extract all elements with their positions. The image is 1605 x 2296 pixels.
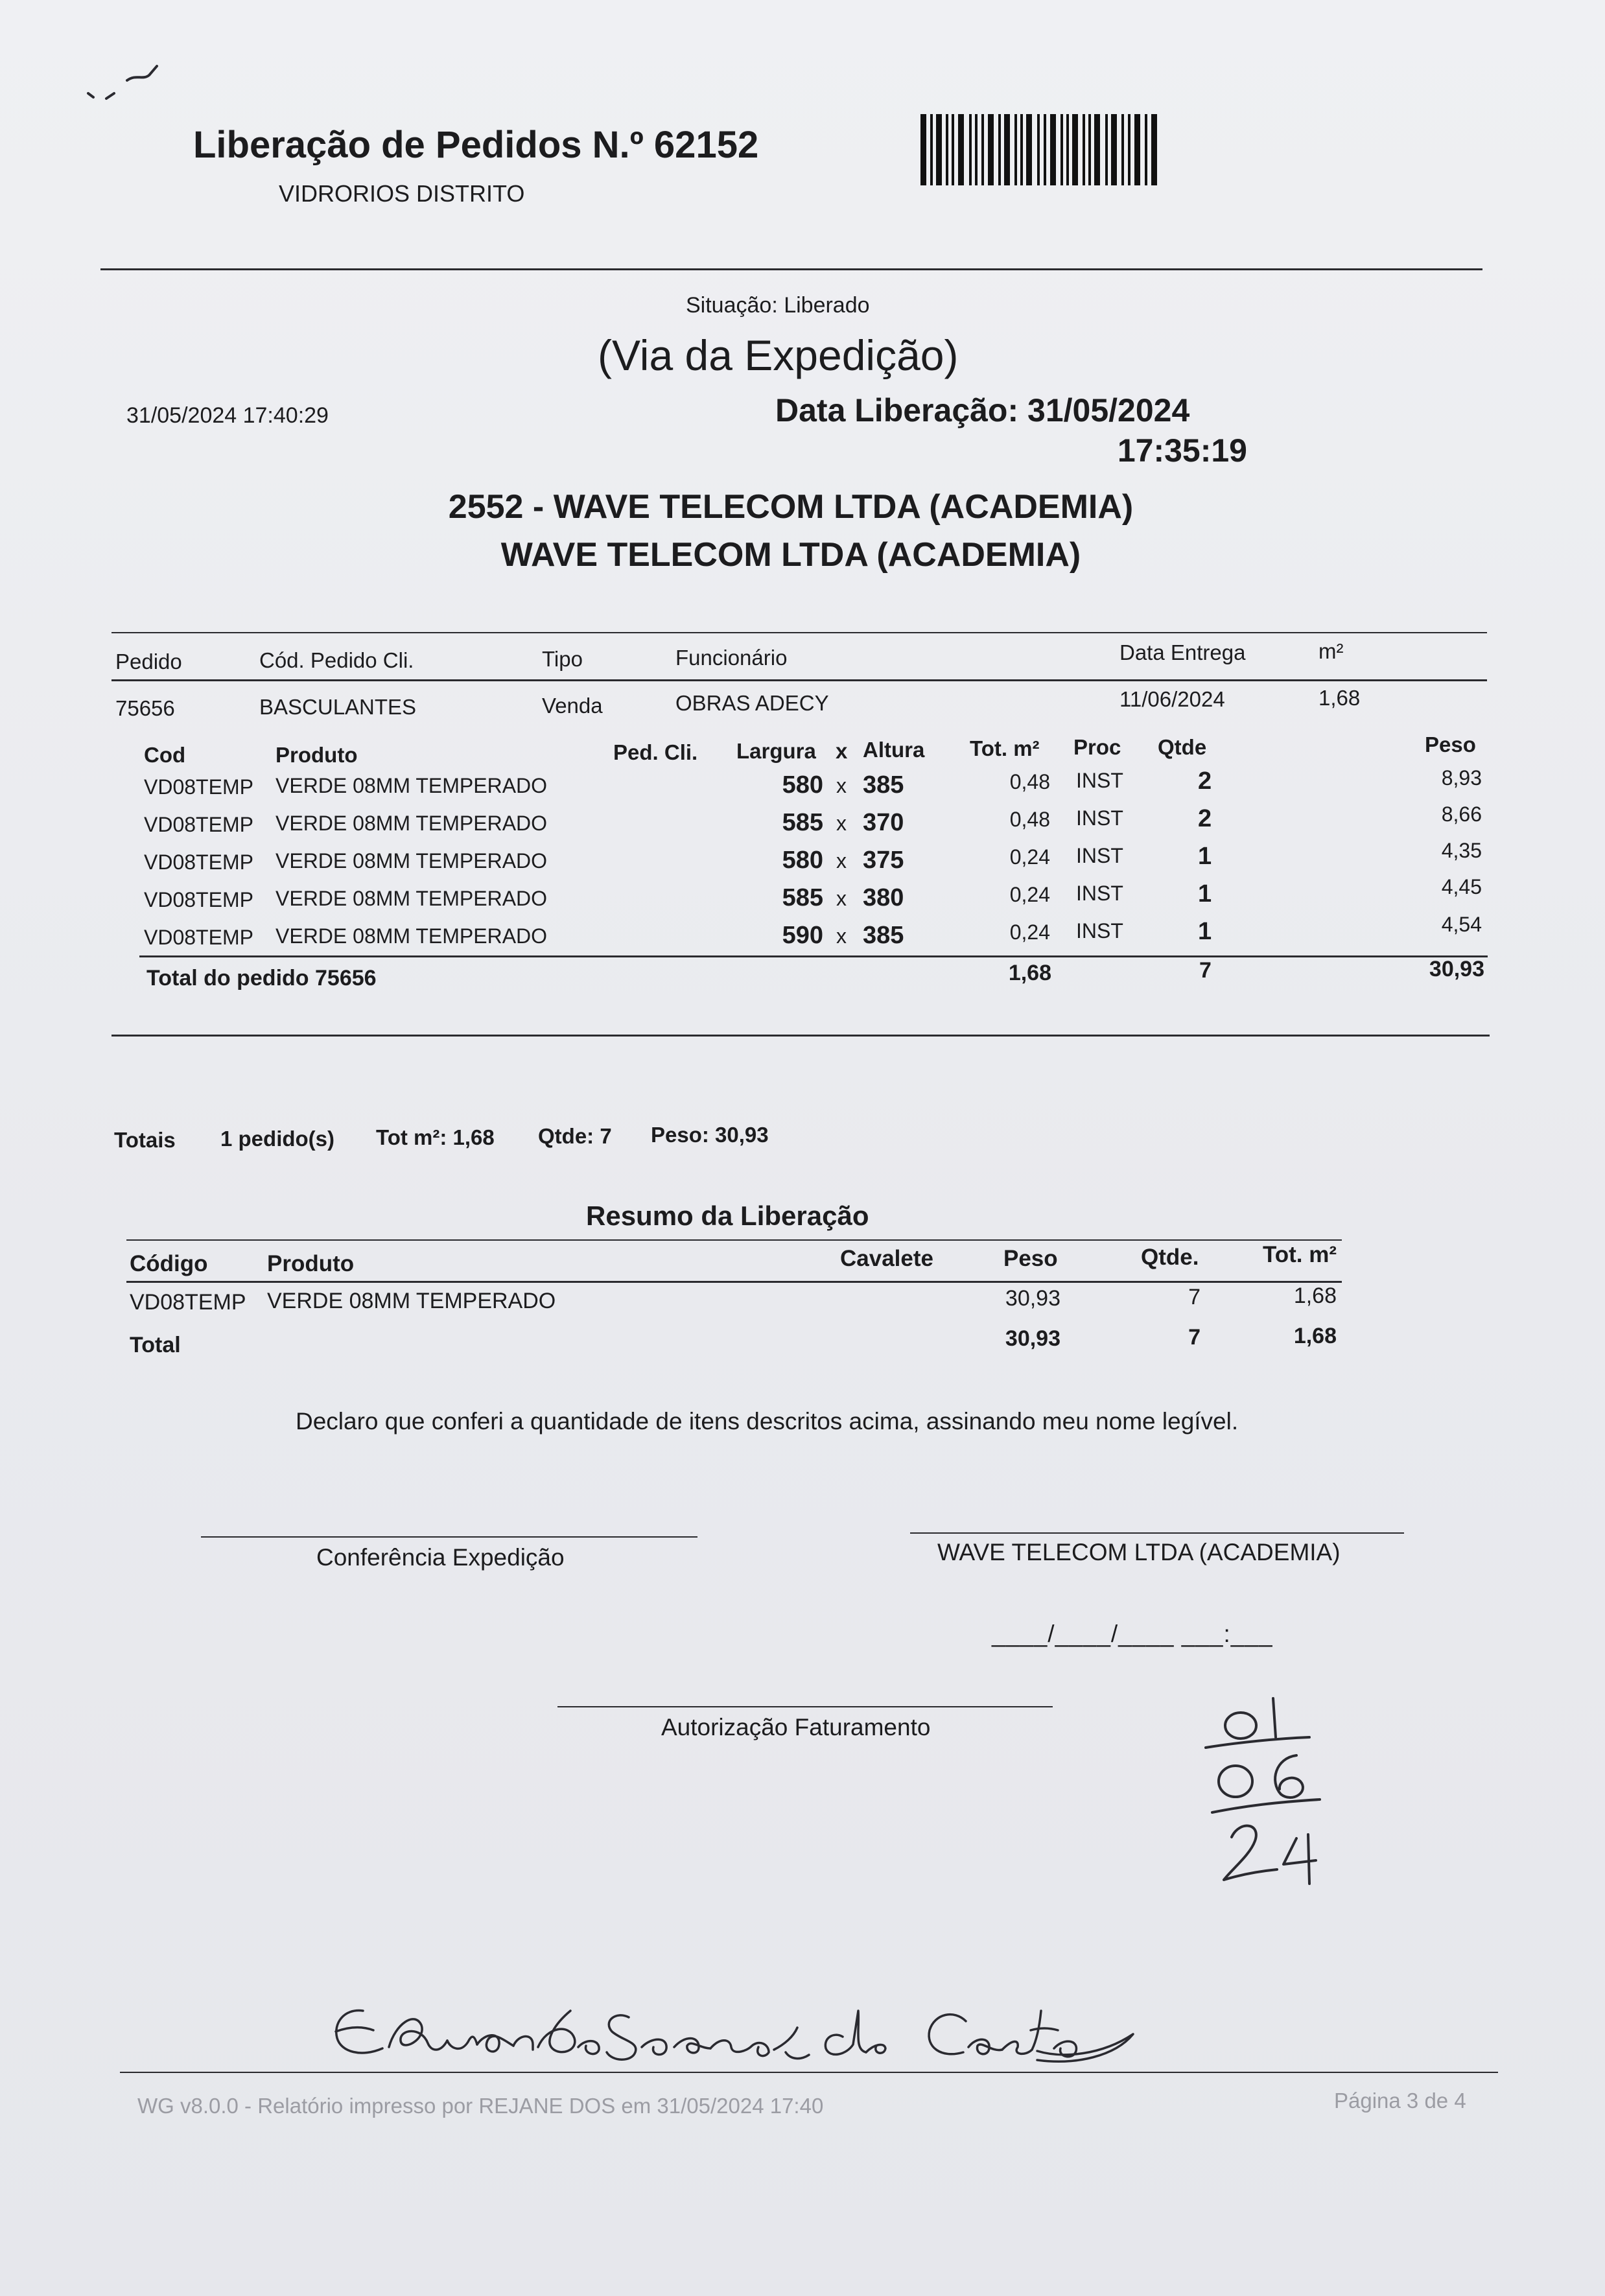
- item-peso: 8,93: [1441, 766, 1482, 790]
- order-m2: 1,68: [1318, 686, 1361, 710]
- order-funcionario: OBRAS ADECY: [675, 691, 829, 715]
- item-proc: INST: [1076, 769, 1123, 792]
- item-largura: 580: [782, 771, 823, 799]
- totais-pedidos: 1 pedido(s): [220, 1127, 335, 1151]
- data-liberacao: Data Liberação: 31/05/2024: [775, 392, 1190, 428]
- item-cod: VD08TEMP: [144, 888, 253, 911]
- item-altura: 375: [863, 847, 904, 874]
- item-produto: VERDE 08MM TEMPERADO: [275, 774, 548, 797]
- totais-qtde: Qtde: 7: [538, 1124, 612, 1148]
- resumo-col-cavalete: Cavalete: [840, 1246, 933, 1271]
- totais-label: Totais: [114, 1128, 176, 1152]
- company-name: VIDRORIOS DISTRITO: [279, 180, 525, 207]
- order-header-bottom-line: [111, 679, 1487, 681]
- resumo-top-line: [126, 1239, 1342, 1241]
- resumo-total-label: Total: [130, 1333, 181, 1357]
- item-cod: VD08TEMP: [144, 813, 253, 836]
- situacao-text: Situação: Liberado: [686, 293, 870, 318]
- order-tipo: Venda: [542, 694, 603, 718]
- client-signature-label: WAVE TELECOM LTDA (ACADEMIA): [937, 1539, 1341, 1565]
- item-tot-m2: 0,48: [1009, 770, 1050, 793]
- resumo-row-tot: 1,68: [1293, 1283, 1337, 1308]
- resumo-row-codigo: VD08TEMP: [130, 1290, 246, 1315]
- item-x: x: [836, 812, 847, 835]
- client-signature-line: [910, 1532, 1404, 1534]
- resumo-col-tot-m2: Tot. m²: [1262, 1242, 1337, 1267]
- item-tot-m2: 0,24: [1009, 883, 1050, 906]
- barcode: [920, 114, 1164, 187]
- col-pedido: Pedido: [115, 650, 182, 674]
- item-cod: VD08TEMP: [144, 850, 253, 874]
- resumo-col-codigo: Código: [130, 1251, 208, 1276]
- resumo-total-qtde: 7: [1188, 1325, 1201, 1350]
- order-cod-pedido-cli: BASCULANTES: [259, 695, 417, 719]
- item-produto: VERDE 08MM TEMPERADO: [275, 887, 548, 910]
- items-total-tot-m2: 1,68: [1008, 961, 1051, 985]
- item-x: x: [836, 774, 847, 797]
- item-peso: 4,45: [1441, 875, 1482, 898]
- item-proc: INST: [1076, 844, 1123, 867]
- item-produto: VERDE 08MM TEMPERADO: [275, 849, 548, 873]
- page-title: Liberação de Pedidos N.º 62152: [193, 124, 759, 166]
- header-divider: [100, 268, 1482, 270]
- order-pedido: 75656: [115, 696, 175, 720]
- order-end-line: [111, 1035, 1490, 1037]
- resumo-col-qtde: Qtde.: [1141, 1245, 1199, 1270]
- totais-tot-m2: Tot m²: 1,68: [376, 1125, 495, 1149]
- col-funcionario: Funcionário: [675, 646, 788, 670]
- items-col-largura: Largura: [736, 739, 816, 763]
- item-qtde: 1: [1198, 843, 1212, 870]
- item-cod: VD08TEMP: [144, 775, 253, 799]
- client-line-1: 2552 - WAVE TELECOM LTDA (ACADEMIA): [448, 488, 1134, 526]
- items-col-x: x: [836, 739, 848, 763]
- items-total-qtde: 7: [1199, 958, 1212, 983]
- item-peso: 4,54: [1441, 913, 1482, 936]
- items-col-tot-m2: Tot. m²: [970, 736, 1040, 760]
- pen-mark: [78, 52, 182, 110]
- items-col-cod: Cod: [144, 743, 186, 767]
- item-tot-m2: 0,24: [1009, 845, 1050, 869]
- declaration-text: Declaro que conferi a quantidade de itens descritos acima, assinando meu nome legível.: [296, 1408, 1239, 1435]
- conferencia-label: Conferência Expedição: [316, 1544, 565, 1571]
- resumo-total-tot: 1,68: [1293, 1324, 1337, 1348]
- items-total-line: [139, 955, 1488, 957]
- item-altura: 385: [863, 771, 904, 799]
- resumo-row-peso: 30,93: [1005, 1286, 1060, 1311]
- item-qtde: 2: [1198, 805, 1212, 832]
- resumo-row-qtde: 7: [1188, 1285, 1201, 1309]
- resumo-row-produto: VERDE 08MM TEMPERADO: [267, 1289, 556, 1313]
- autorizacao-line: [557, 1706, 1053, 1707]
- resumo-title: Resumo da Liberação: [586, 1201, 869, 1231]
- items-total-label: Total do pedido 75656: [146, 966, 377, 990]
- item-qtde: 2: [1198, 767, 1212, 795]
- printed-datetime: 31/05/2024 17:40:29: [126, 403, 329, 428]
- items-col-qtde: Qtde: [1158, 735, 1207, 759]
- items-col-proc: Proc: [1073, 735, 1121, 759]
- client-line-2: WAVE TELECOM LTDA (ACADEMIA): [500, 536, 1081, 574]
- item-proc: INST: [1076, 882, 1123, 905]
- item-x: x: [836, 887, 847, 910]
- via-title: (Via da Expedição): [598, 331, 959, 379]
- resumo-total-peso: 30,93: [1005, 1326, 1060, 1351]
- item-proc: INST: [1076, 919, 1123, 943]
- resumo-col-peso: Peso: [1003, 1246, 1058, 1271]
- item-altura: 380: [863, 884, 904, 911]
- col-cod-pedido-cli: Cód. Pedido Cli.: [259, 648, 414, 672]
- footer-line: [120, 2072, 1498, 2073]
- item-proc: INST: [1076, 806, 1123, 830]
- item-altura: 370: [863, 809, 904, 836]
- item-produto: VERDE 08MM TEMPERADO: [275, 812, 548, 835]
- item-peso: 4,35: [1441, 839, 1482, 862]
- item-largura: 580: [782, 847, 823, 874]
- items-total-peso: 30,93: [1429, 957, 1484, 981]
- order-header-top-line: [111, 632, 1487, 633]
- footer-page-number: Página 3 de 4: [1334, 2089, 1466, 2113]
- item-altura: 385: [863, 922, 904, 949]
- date-time-blank: ____/____/____ ___:___: [992, 1621, 1273, 1647]
- col-m2: m²: [1318, 639, 1344, 663]
- autorizacao-label: Autorização Faturamento: [661, 1714, 931, 1740]
- item-largura: 585: [782, 884, 823, 911]
- item-produto: VERDE 08MM TEMPERADO: [275, 924, 548, 948]
- footer-print-info: WG v8.0.0 - Relatório impresso por REJANE DOS em 31/05/2024 17:40: [137, 2094, 824, 2118]
- item-cod: VD08TEMP: [144, 926, 253, 949]
- item-largura: 590: [782, 922, 823, 949]
- items-col-ped-cli: Ped. Cli.: [613, 740, 698, 764]
- item-largura: 585: [782, 809, 823, 836]
- totais-peso: Peso: 30,93: [651, 1123, 769, 1147]
- resumo-header-line: [126, 1281, 1342, 1283]
- items-col-produto: Produto: [275, 743, 358, 767]
- item-peso: 8,66: [1441, 802, 1482, 826]
- col-tipo: Tipo: [542, 647, 583, 671]
- conferencia-line: [201, 1536, 697, 1538]
- item-tot-m2: 0,48: [1009, 808, 1050, 831]
- handwritten-date: [1206, 1685, 1335, 1906]
- item-qtde: 1: [1198, 880, 1212, 908]
- item-x: x: [836, 849, 847, 873]
- handwritten-signature: [324, 1985, 1167, 2089]
- item-tot-m2: 0,24: [1009, 920, 1050, 944]
- order-data-entrega: 11/06/2024: [1119, 687, 1225, 711]
- items-col-peso: Peso: [1425, 732, 1476, 756]
- resumo-col-produto: Produto: [267, 1251, 355, 1276]
- item-x: x: [836, 924, 847, 948]
- col-data-entrega: Data Entrega: [1119, 640, 1246, 664]
- item-qtde: 1: [1198, 918, 1212, 945]
- data-liberacao-time: 17:35:19: [1117, 432, 1247, 469]
- items-col-altura: Altura: [863, 738, 925, 762]
